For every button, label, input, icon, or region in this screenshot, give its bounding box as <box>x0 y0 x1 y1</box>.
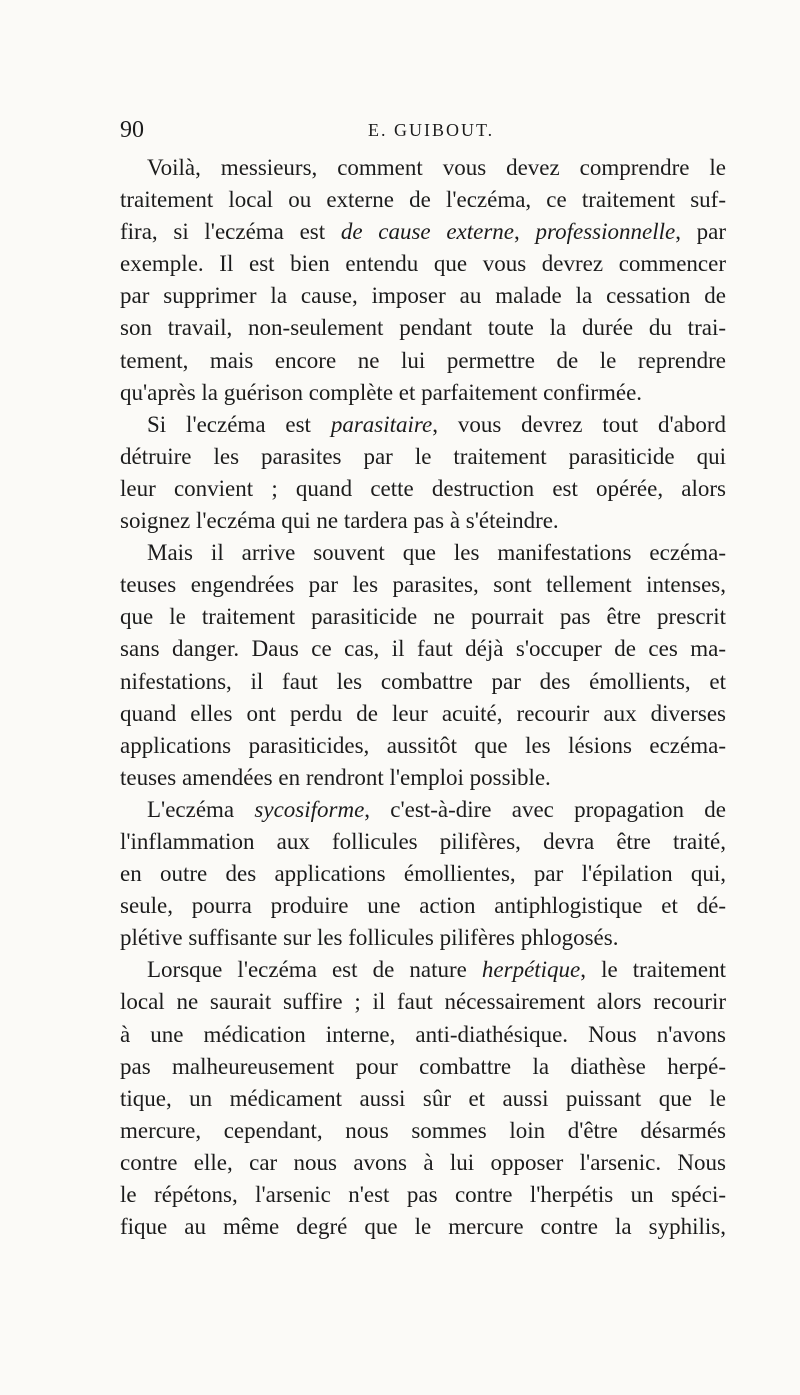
page-number: 90 <box>120 117 144 143</box>
text-line: nifestations, il faut les combattre par des émollients, et <box>120 668 726 694</box>
text-line: local ne saurait suffire ; il faut nécessairement alors recourir <box>120 989 726 1015</box>
text-line: traitement local ou externe de l'eczéma, ce traitement suf- <box>120 187 726 213</box>
text-line: mercure, cependant, nous sommes loin d'être désarmés <box>120 1117 726 1143</box>
emphasis: sycosiforme <box>254 796 365 822</box>
text-line: qu'après la guérison complète et parfaitement confirmée. <box>120 379 643 405</box>
text-line: plétive suffisante sur les follicules pilifères phlogosés. <box>120 925 619 951</box>
text-line: tement, mais encore ne lui permettre de le reprendre <box>120 347 726 373</box>
text-line: son travail, non-seulement pendant toute la durée du trai- <box>120 315 726 341</box>
text-line: exemple. Il est bien entendu que vous devrez commencer <box>120 251 726 277</box>
text-line: fira, si l'eczéma est de cause externe, professionnelle, par <box>120 219 727 245</box>
text-line: pas malheureusement pour combattre la diathèse herpé- <box>120 1053 726 1079</box>
text-line: quand elles ont perdu de leur acuité, recourir aux diverses <box>120 700 726 726</box>
emphasis: professionnelle <box>535 219 676 245</box>
text-line: Lorsque l'eczéma est de nature herpétique, le traitement <box>147 957 726 983</box>
text-line: le répétons, l'arsenic n'est pas contre l'herpétis un spéci- <box>120 1182 726 1207</box>
page-header <box>120 117 726 147</box>
text-line: seule, pourra produire une action antiphlogistique et dé- <box>120 893 726 919</box>
text-line: Voilà, messieurs, comment vous devez comprendre le <box>147 155 726 180</box>
text-line: soignez l'eczéma qui ne tardera pas à s'éteindre. <box>120 508 559 534</box>
text-line: par supprimer la cause, imposer au malade la cessation de <box>120 283 726 309</box>
emphasis: de cause externe <box>340 219 515 245</box>
text-line: en outre des applications émollientes, par l'épilation qui, <box>120 861 726 887</box>
text-line: que le traitement parasiticide ne pourrait pas être prescrit <box>120 604 726 630</box>
text-line: contre elle, car nous avons à lui opposer l'arsenic. Nous <box>120 1149 726 1175</box>
text-line: tique, un médicament aussi sûr et aussi puissant que le <box>120 1085 726 1111</box>
running-head: E. GUIBOUT. <box>368 120 495 140</box>
text-line: teuses engendrées par les parasites, sont tellement intenses, <box>120 572 726 598</box>
text-line: fique au même degré que le mercure contre la syphilis, <box>120 1214 726 1240</box>
text-line: l'inflammation aux follicules pilifères, devra être traité, <box>120 828 726 854</box>
body-text <box>120 152 726 1243</box>
text-line: Si l'eczéma est parasitaire, vous devrez tout d'abord <box>147 411 726 437</box>
text-line: applications parasiticides, aussitôt que les lésions eczéma- <box>120 732 726 758</box>
text-line: L'eczéma sycosiforme, c'est-à-dire avec propagation de <box>147 796 726 822</box>
text-line: teuses amendées en rendront l'emploi possible. <box>120 764 551 790</box>
emphasis: herpétique <box>481 957 581 983</box>
text-line: détruire les parasites par le traitement parasiticide qui <box>120 443 726 469</box>
text-line: à une médication interne, anti-diathésique. Nous n'avons <box>120 1021 726 1047</box>
emphasis: parasitaire <box>330 411 433 437</box>
text-line: sans danger. Daus ce cas, il faut déjà s'occuper de ces ma- <box>120 636 726 662</box>
text-line: Mais il arrive souvent que les manifestations eczéma- <box>147 540 726 566</box>
text-line: leur convient ; quand cette destruction est opérée, alors <box>120 475 726 501</box>
